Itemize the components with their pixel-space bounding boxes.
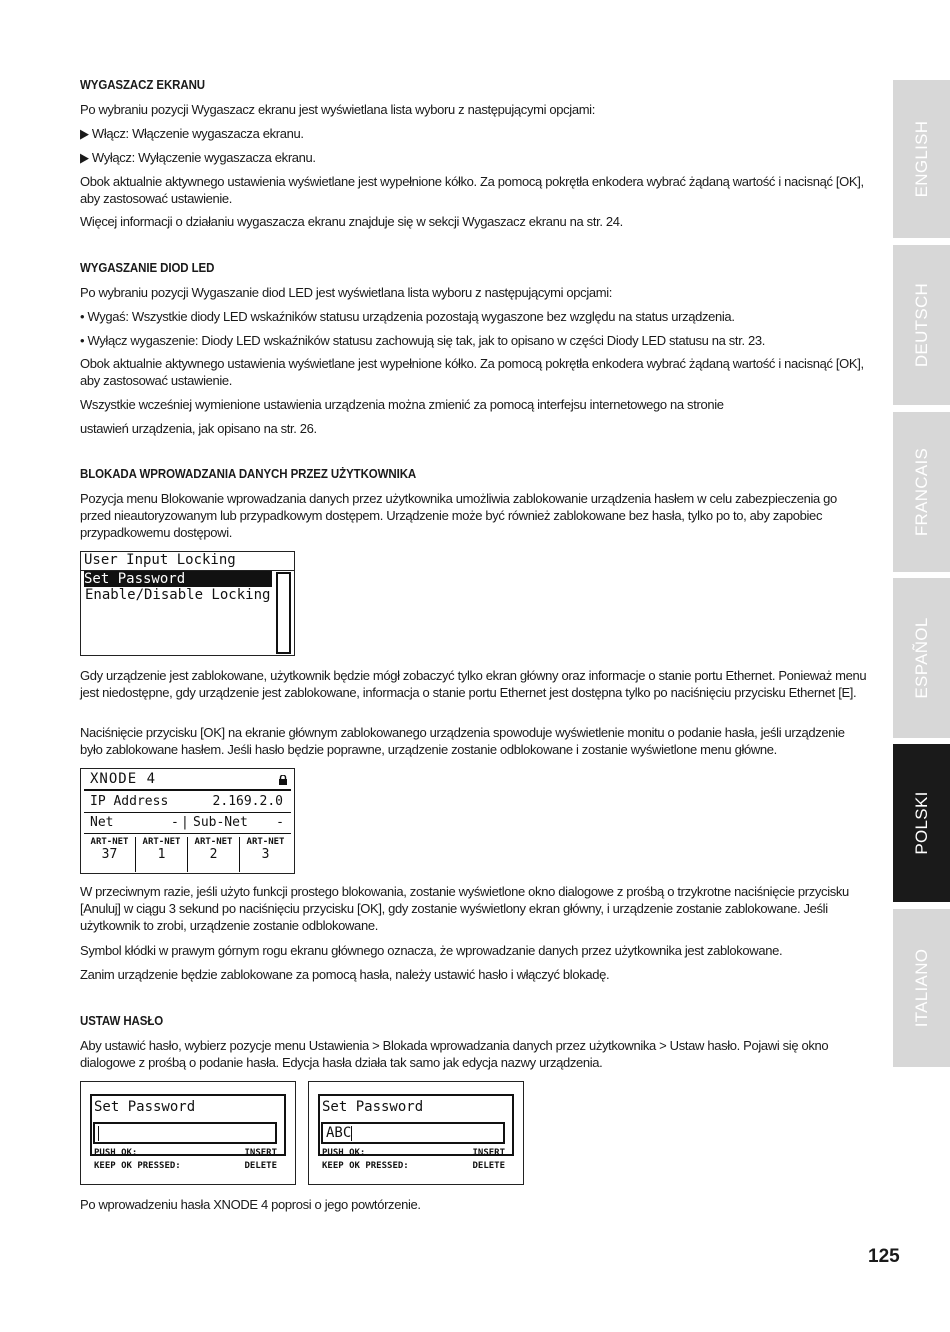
- lcd-port-label: ART-NET: [194, 837, 233, 847]
- lcd-subnet-value: -: [276, 815, 284, 830]
- lcd-port-label: ART-NET: [142, 837, 181, 847]
- lcd-port-cell: [136, 837, 188, 872]
- lcd-port-value: 3: [261, 847, 270, 862]
- lcd-hint-action: DELETE: [244, 1161, 277, 1171]
- password-field: [93, 1122, 277, 1144]
- paragraph: Gdy urządzenie jest zablokowane, użytkownik będzie mógł zobaczyć tylko ekran główny oraz informacje o stanie portu Ethernet. Ponieważ menu jest niedostępne, gdy urządzenie jest zablokowane, informacja o stanie portu Ethernet jest dostępna tylko po naciśnięciu przycisku Ethernet [E].: [80, 668, 867, 700]
- lcd-net-label: Net: [90, 815, 114, 830]
- lcd-set-password-empty: [80, 1081, 296, 1185]
- lcd-ip-label: IP Address: [90, 794, 169, 809]
- section-screen-saver: [80, 78, 870, 92]
- lcd-port-cell: [240, 837, 291, 872]
- lcd-net-value: -: [171, 815, 179, 830]
- lcd-main-screen: [80, 768, 295, 874]
- tab-label: ESPAÑOL: [911, 617, 931, 699]
- lcd-divider: [84, 789, 291, 791]
- paragraph: Obok aktualnie aktywnego ustawienia wyświetlane jest wypełnione kółko. Za pomocą pokrętła enkodera wybrać żądaną wartość i nacisnąć [OK], aby zastosować ustawienie.: [80, 356, 864, 388]
- tab-label: DEUTSCH: [911, 282, 931, 368]
- tab-english[interactable]: [893, 80, 950, 238]
- section-set-password: [80, 1014, 870, 1028]
- lcd-hint-label: PUSH OK:: [322, 1148, 366, 1158]
- lcd-menu-item: Enable/Disable Locking: [85, 587, 271, 603]
- lcd-port-grid: [84, 837, 291, 872]
- lcd-hint-action: INSERT: [244, 1148, 277, 1158]
- paragraph: Więcej informacji o działaniu wygaszacza ekranu znajduje się w sekcji Wygaszacz ekranu na str. 24.: [80, 214, 623, 229]
- section-heading: USTAW HASŁO: [80, 1014, 164, 1028]
- lcd-user-input-locking: [80, 551, 295, 656]
- tab-label: ENGLISH: [911, 120, 931, 198]
- tab-deutsch[interactable]: [893, 245, 950, 405]
- paragraph: Pozycja menu Blokowanie wprowadzania danych przez użytkownika umożliwia zablokowanie urządzenia hasłem w celu zabezpieczenia go przed nieautoryzowanym lub przypadkowym dostępem. Urządzenie może być również zablokowane bez hasła, tylko po to, aby zapobiec przypadkowemu dostępowi.: [80, 491, 837, 540]
- lcd-scrollbar: [276, 572, 291, 654]
- page-number: 125: [868, 1246, 900, 1267]
- lcd-port-cell: [188, 837, 240, 872]
- lcd-ip-value: 2.169.2.0: [212, 794, 283, 809]
- tab-polski[interactable]: [893, 744, 950, 902]
- tab-label: POLSKI: [911, 791, 931, 855]
- lcd-hint-label: KEEP OK PRESSED:: [94, 1161, 181, 1171]
- lcd-divider: [84, 833, 291, 834]
- lcd-title: Set Password: [322, 1099, 424, 1115]
- text-cursor: [351, 1126, 352, 1141]
- paragraph: Obok aktualnie aktywnego ustawienia wyświetlane jest wypełnione kółko. Za pomocą pokrętła enkodera wybrać żądaną wartość i nacisnąć [OK], aby zastosować ustawienie.: [80, 174, 864, 206]
- paragraph: W przeciwnym razie, jeśli użyto funkcji prostego blokowania, zostanie wyświetlone okno dialogowe z prośbą o trzykrotne naciśnięcie przycisku [Anuluj] w ciągu 3 sekund po naciśnięciu przycisku [OK], gdy zostanie wyświetlony ekran główny, i urządzenie zostanie zablokowane. Jeśli użytkownik to zrobi, urządzenie zostanie odblokowane.: [80, 884, 849, 933]
- lcd-menu-item-selected: Set Password: [84, 571, 272, 587]
- bullet-item: ▶ Włącz: Włączenie wygaszacza ekranu.: [80, 126, 304, 141]
- paragraph: Naciśnięcie przycisku [OK] na ekranie głównym zablokowanego urządzenia spowoduje wyświetlenie monitu o podanie hasła, jeśli urządzenie było zablokowane hasłem. Jeśli hasło będzie poprawne, urządzenie zostanie odblokowane i zostanie wyświetlone menu główne.: [80, 725, 845, 757]
- lcd-divider: [84, 812, 291, 813]
- lcd-hint-action: INSERT: [472, 1148, 505, 1158]
- tab-espanol[interactable]: [893, 578, 950, 738]
- password-field: [321, 1122, 505, 1144]
- paragraph: Po wprowadzeniu hasła XNODE 4 poprosi o jego powtórzenie.: [80, 1197, 421, 1212]
- password-value: ABC: [326, 1125, 352, 1141]
- tab-italiano[interactable]: [893, 909, 950, 1067]
- bullet-item: • Wygaś: Wszystkie diody LED wskaźników statusu urządzenia pozostają wygaszone bez względu na status urządzenia.: [80, 309, 735, 324]
- section-heading: BLOKADA WPROWADZANIA DANYCH PRZEZ UŻYTKOWNIKA: [80, 467, 417, 481]
- section-user-input-locking: [80, 467, 870, 481]
- paragraph: Po wybraniu pozycji Wygaszacz ekranu jest wyświetlana lista wyboru z następującymi opcjami:: [80, 102, 595, 117]
- paragraph: Symbol kłódki w prawym górnym rogu ekranu głównego oznacza, że wprowadzanie danych przez użytkownika jest zablokowane.: [80, 943, 783, 958]
- paragraph: ustawień urządzenia, jak opisano na str. 26.: [80, 421, 317, 436]
- lcd-port-label: ART-NET: [90, 837, 129, 847]
- lcd-port-value: 37: [101, 847, 118, 862]
- paragraph: Po wybraniu pozycji Wygaszanie diod LED jest wyświetlana lista wyboru z następującymi opcjami:: [80, 285, 613, 300]
- lcd-port-value: 2: [209, 847, 218, 862]
- tab-francais[interactable]: [893, 412, 950, 572]
- bullet-item: • Wyłącz wygaszenie: Diody LED wskaźników statusu zachowują się tak, jak to opisano w części Diody LED statusu na str. 23.: [80, 333, 766, 348]
- section-heading: WYGASZANIE DIOD LED: [80, 261, 215, 275]
- section-led-dimming: [80, 261, 870, 275]
- lcd-device-name: XNODE 4: [90, 771, 157, 787]
- lcd-port-label: ART-NET: [246, 837, 285, 847]
- lock-icon: [278, 770, 288, 779]
- paragraph: Zanim urządzenie będzie zablokowane za pomocą hasła, należy ustawić hasło i włączyć blokadę.: [80, 967, 610, 982]
- lcd-separator: |: [181, 815, 189, 830]
- paragraph: Aby ustawić hasło, wybierz pozycje menu Ustawienia > Blokada wprowadzania danych przez użytkownika > Ustaw hasło. Pojawi się okno dialogowe z prośbą o podanie hasła. Edycja hasła działa tak samo jak edycja nazwy urządzenia.: [80, 1038, 829, 1070]
- lcd-port-cell: [84, 837, 136, 872]
- bullet-item: ▶ Wyłącz: Wyłączenie wygaszacza ekranu.: [80, 150, 316, 165]
- lcd-hint-action: DELETE: [472, 1161, 505, 1171]
- text-cursor: [98, 1126, 99, 1141]
- lcd-hint-label: KEEP OK PRESSED:: [322, 1161, 409, 1171]
- lcd-title: Set Password: [94, 1099, 196, 1115]
- lcd-set-password-abc: [308, 1081, 524, 1185]
- lcd-hint-label: PUSH OK:: [94, 1148, 138, 1158]
- lcd-title: User Input Locking: [84, 552, 236, 568]
- lcd-port-value: 1: [157, 847, 166, 862]
- lcd-subnet-label: Sub-Net: [193, 815, 248, 830]
- tab-label: FRANCAIS: [911, 447, 931, 537]
- paragraph: Wszystkie wcześniej wymienione ustawienia urządzenia można zmienić za pomocą interfejsu internetowego na stronie: [80, 397, 724, 412]
- tab-label: ITALIANO: [911, 948, 931, 1028]
- section-heading: WYGASZACZ EKRANU: [80, 78, 206, 92]
